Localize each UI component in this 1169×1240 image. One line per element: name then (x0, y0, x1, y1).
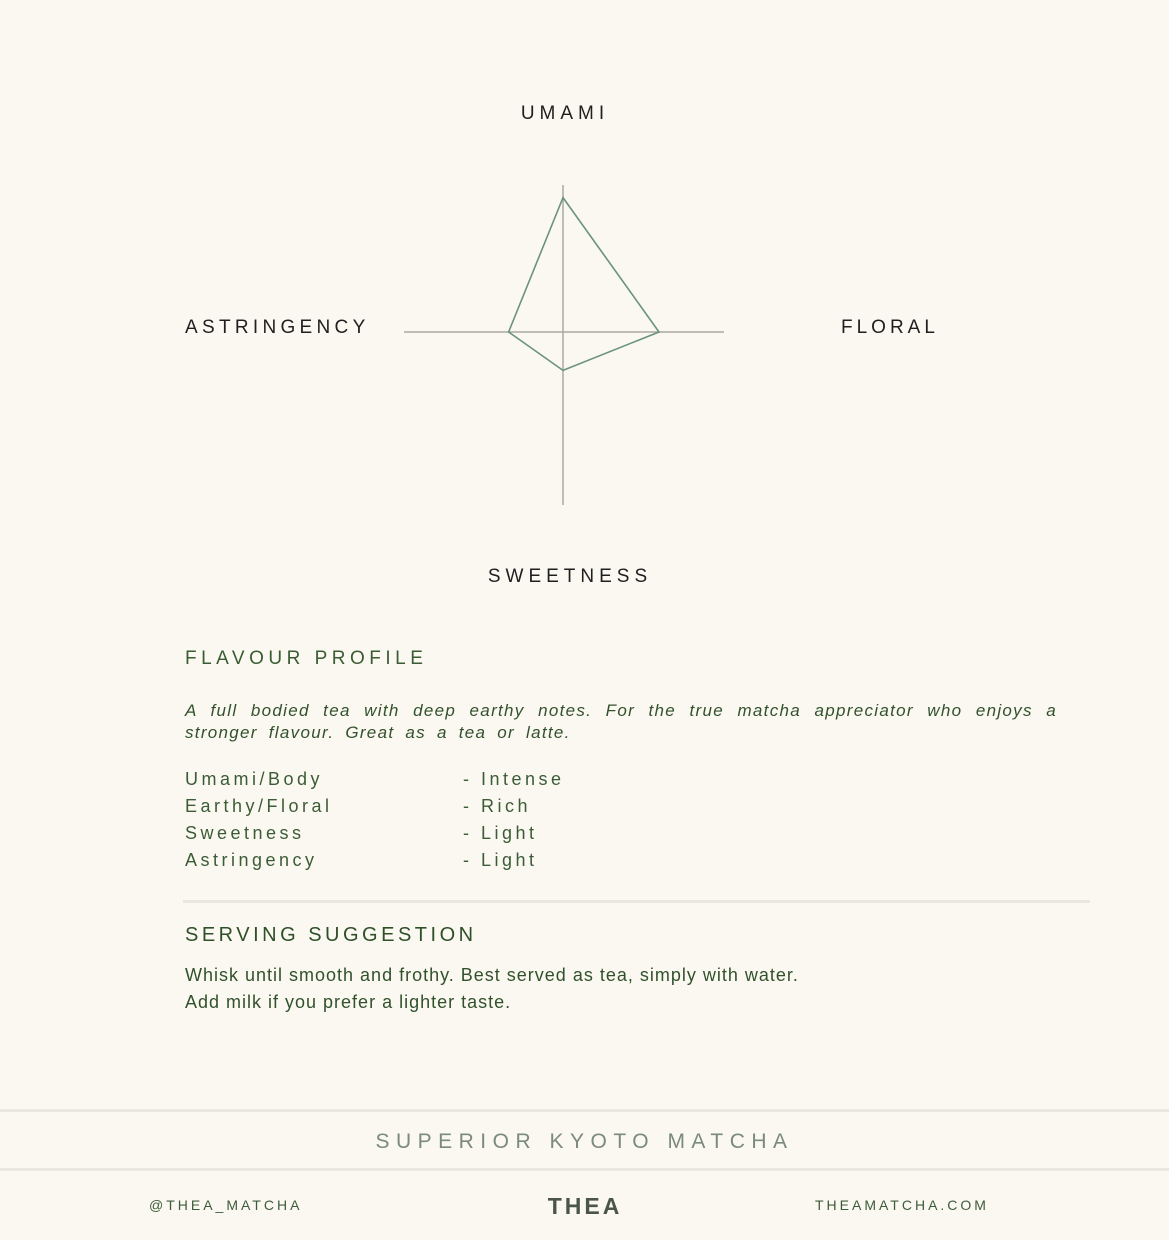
radar-chart (380, 160, 770, 530)
brand-logo: THEA (547, 1193, 623, 1219)
attribute-label: Umami/Body (185, 769, 324, 789)
website-url: THEAMATCHA.COM (815, 1197, 989, 1213)
attribute-label: Earthy/Floral (185, 796, 333, 816)
serving-text-line: Add milk if you prefer a lighter taste. (185, 992, 512, 1012)
radar-axis-label-floral: FLORAL (841, 317, 939, 338)
attribute-value: - Intense (463, 769, 565, 789)
attribute-value: - Light (463, 823, 538, 843)
serving-text-line: Whisk until smooth and frothy. Best served as tea, simply with water. (185, 965, 799, 985)
flavour-profile-description: A full bodied tea with deep earthy notes. For the true matcha appreciator who enjoys a stronger flavour. Great as a tea or latte. (185, 701, 1057, 742)
product-name: SUPERIOR KYOTO MATCHA (375, 1130, 794, 1153)
attribute-value: - Rich (463, 796, 532, 816)
flavour-attribute-row (185, 766, 565, 793)
serving-suggestion-heading: SERVING SUGGESTION (185, 924, 477, 946)
radar-polygon (509, 198, 659, 371)
social-handle: @THEA_MATCHA (149, 1197, 303, 1213)
radar-axis-label-sweetness: SWEETNESS (487, 566, 653, 587)
serving-suggestion-text (185, 962, 1005, 1016)
flavour-attribute-row (185, 820, 565, 847)
footer-divider-top (0, 1109, 1169, 1112)
attribute-label: Sweetness (185, 823, 305, 843)
section-divider (183, 900, 1090, 903)
attribute-label: Astringency (185, 850, 318, 870)
footer-divider-bottom (0, 1168, 1169, 1171)
flavour-attributes-list (185, 766, 565, 874)
flavour-attribute-row (185, 847, 565, 874)
radar-axis-label-astringency: ASTRINGENCY (185, 317, 370, 338)
flavour-profile-heading: FLAVOUR PROFILE (185, 648, 428, 669)
flavour-attribute-row (185, 793, 565, 820)
radar-axis-label-umami: UMAMI (520, 103, 610, 124)
attribute-value: - Light (463, 850, 538, 870)
